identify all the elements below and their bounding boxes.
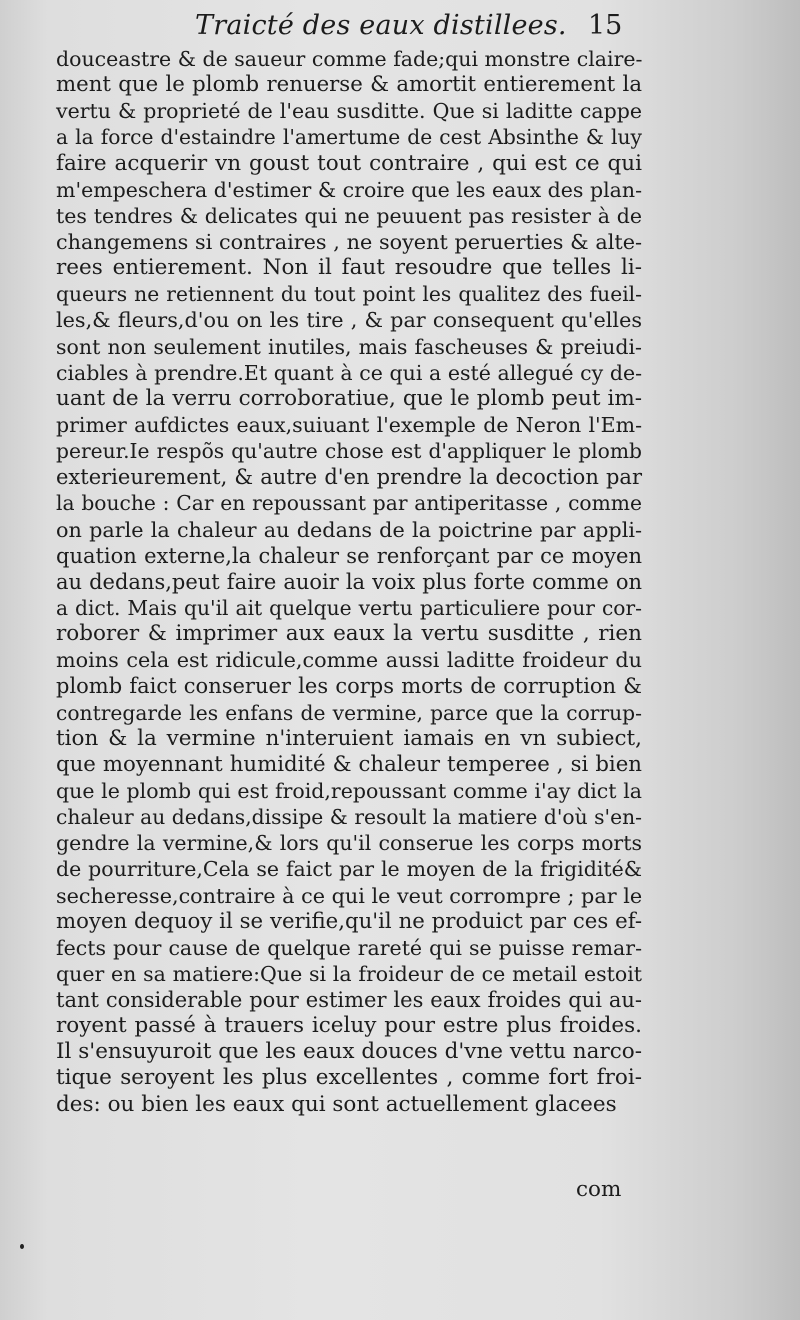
text-line: plomb faict conseruer les corps morts de corruption &	[56, 674, 642, 699]
text-line: changemens si contraires , ne soyent peruerties & alte-	[56, 229, 642, 254]
text-line: quer en sa matiere:Que si la froideur de ce metail estoit	[56, 961, 642, 986]
text-line: moins cela est ridicule,comme aussi ladittе froideur du	[56, 648, 642, 673]
text-line: tes tendres & delicates qui ne peuuent pas resister à de	[56, 203, 642, 228]
text-line: a dict. Mais qu'il ait quelque vertu particuliere pour cor-	[56, 595, 642, 620]
text-line: quation externe,la chaleur se renforçant par ce moyen	[56, 543, 642, 568]
catchword: com	[576, 1177, 622, 1202]
text-line: gendre la vermine,& lors qu'il conserue les corps morts	[56, 831, 642, 856]
text-line: queurs ne retiennent du tout point les qualitez des fueil-	[56, 282, 642, 307]
text-line: faire acquerir vn goust tout contraire , qui est ce qui	[56, 150, 642, 176]
text-line: secheresse,contraire à ce qui le veut corrompre ; par le	[56, 883, 643, 908]
text-line: sont non seulement inutiles, mais fascheuses & preiudi-	[56, 334, 642, 359]
text-line: uant de la verru corroboratiue, que le plomb peut im-	[56, 385, 642, 411]
text-line: a la force d'estaindre l'amertume de cest Absinthe & luy	[56, 125, 642, 150]
text-line: que moyennant humidité & chaleur temperee , si bien	[56, 751, 642, 777]
text-line: tant considerable pour estimer les eaux froides qui au-	[56, 988, 642, 1013]
text-line: douceastre & de saueur comme fade;qui monstre claire-	[56, 47, 643, 71]
text-line: au dedans,peut faire auoir la voix plus forte comme on	[56, 569, 642, 594]
text-line: tion & la vermine n'interuient iamais en vn subiect,	[56, 725, 642, 751]
text-line: Il s'ensuyuroit que les eaux douces d'vne vettu narco-	[56, 1039, 642, 1065]
text-line: royent passé à trauers iceluy pour estre plus froides.	[56, 1013, 642, 1039]
text-line: roborer & imprimer aux eaux la vertu susditte , rien	[56, 621, 642, 647]
body-text	[56, 46, 642, 1118]
text-line: exterieurement, & autre d'en prendre la decoction par	[56, 465, 642, 490]
page-number: 15	[588, 10, 623, 41]
text-line: de pourriture,Cela se faict par le moyen de la frigidité&	[56, 857, 642, 882]
text-line: des: ou bien les eaux qui sont actuellement glacees	[56, 1091, 617, 1117]
text-line: m'empeschera d'estimer & croire que les eaux des plan-	[56, 177, 642, 202]
text-line: moyen dequoy il se verifie,qu'il ne produict par ces ef-	[56, 908, 642, 934]
text-line: on parle la chaleur au dedans de la poictrine par appli-	[56, 517, 642, 542]
text-line: ment que le plomb renuerse & amortit entierement la	[56, 72, 642, 98]
text-line: les,& fleurs,d'ou on les tire , & par consequent qu'elles	[56, 308, 642, 333]
text-line: que le plomb qui est froid,repoussant comme i'ay dict la	[56, 778, 642, 803]
text-line: fects pour cause de quelque rareté qui se puisse remar-	[56, 935, 642, 960]
text-line: contregarde les enfans de vermine, parce que la corrup-	[56, 700, 642, 725]
running-title: Traicté des eaux distillees.	[195, 10, 567, 41]
text-line: tique seroyent les plus excellentes , comme fort froi-	[56, 1065, 642, 1091]
bleed-through-margin	[700, 70, 800, 1320]
text-line: la bouche : Car en repoussant par antiperitasse , comme	[56, 491, 642, 516]
text-line: rees entierement. Non il faut resoudre que telles li-	[56, 255, 642, 281]
text-line: ciables à prendre.Et quant à ce qui a esté allegué cy de-	[56, 360, 642, 385]
ink-speck	[20, 1244, 24, 1249]
text-line: primer aufdictes eaux,suiuant l'exemple de Neron l'Em-	[56, 412, 642, 437]
page-header	[0, 8, 800, 48]
text-line: pereur.Ie respõs qu'autre chose est d'appliquer le plomb	[56, 439, 642, 464]
text-line: chaleur au dedans,dissipe & resoult la matiere d'où s'en-	[56, 805, 642, 830]
text-line: vertu & proprieté de l'eau susditte. Que si ladittе cappe	[56, 99, 642, 124]
